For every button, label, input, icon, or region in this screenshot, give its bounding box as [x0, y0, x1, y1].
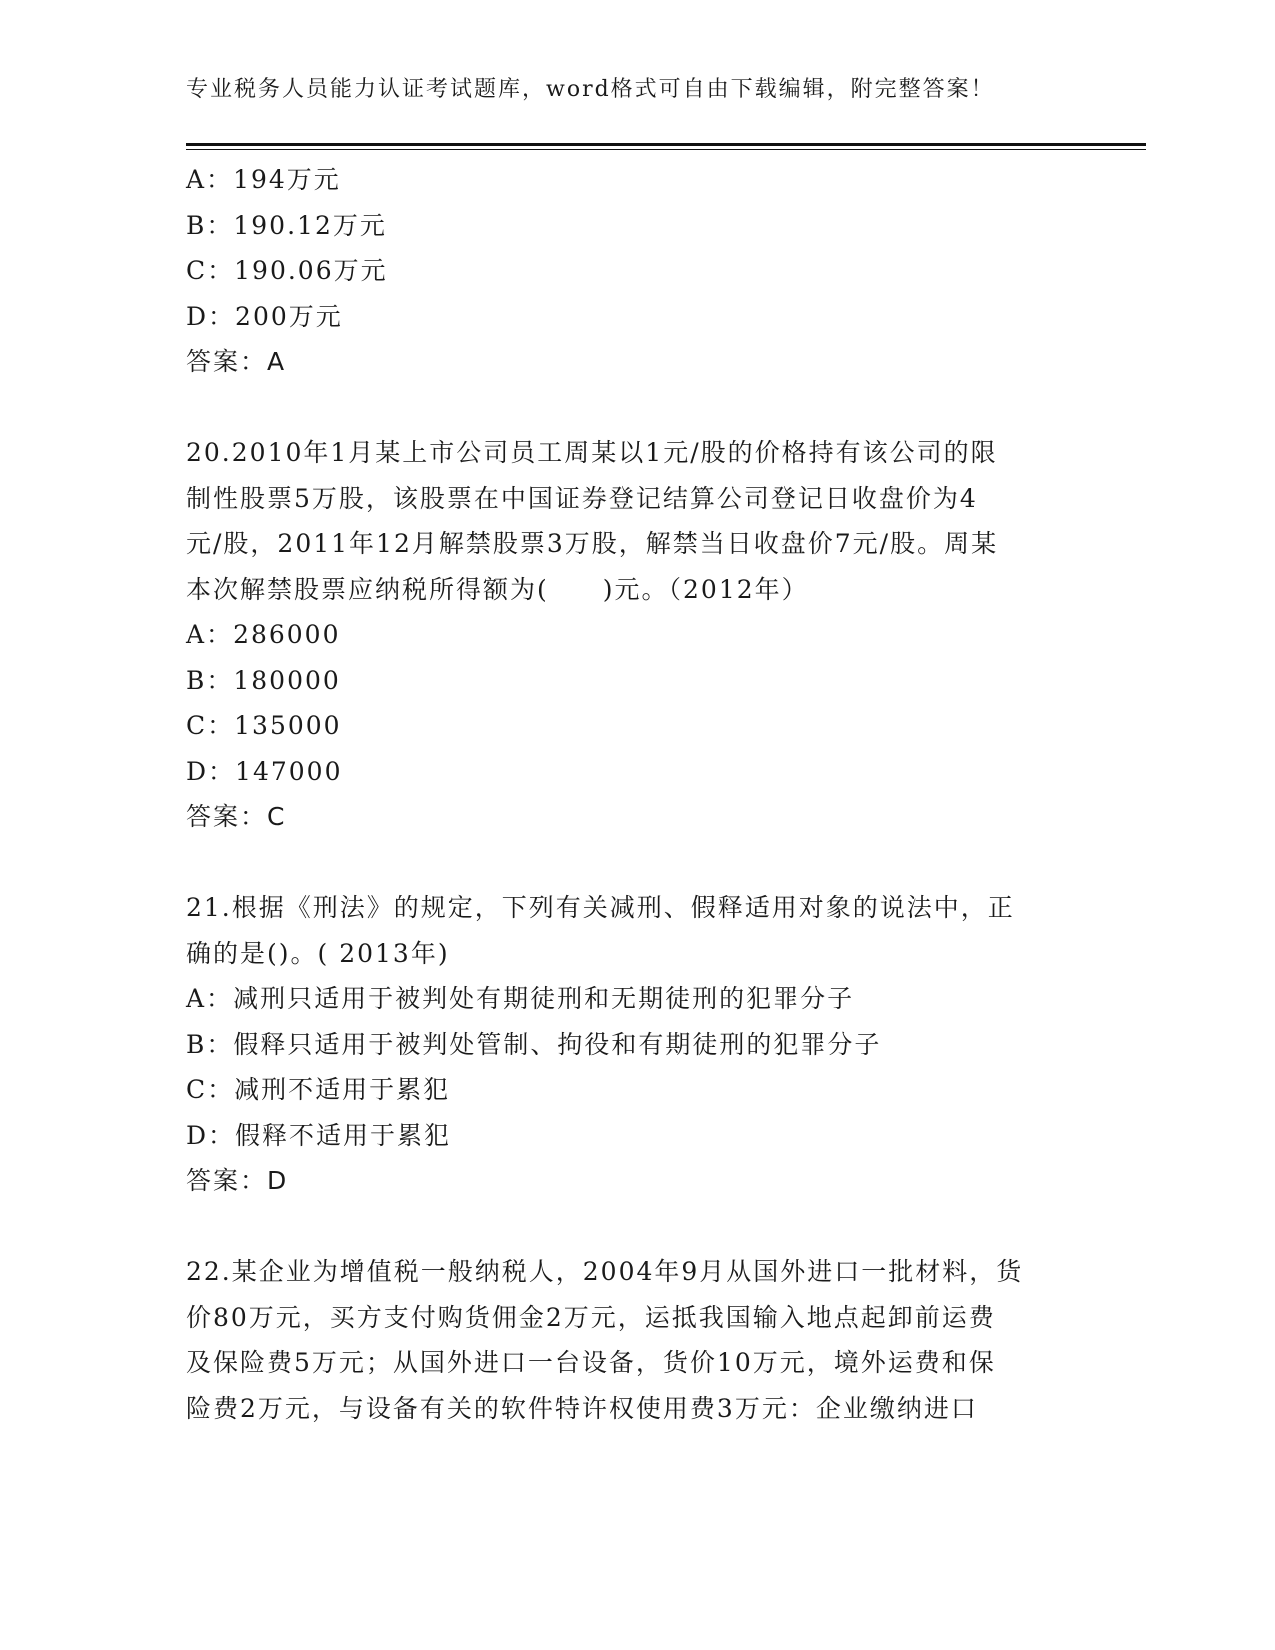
prev-question-options — [186, 157, 1086, 385]
option-c — [186, 248, 1086, 294]
question-line: 20.2010年1月某上市公司员工周某以1元/股的价格持有该公司的限 — [186, 438, 998, 467]
spacer — [186, 840, 1086, 886]
option-b — [186, 203, 1086, 249]
option-key: D： — [186, 1120, 236, 1150]
answer-label: 答案： — [186, 802, 268, 831]
option-key: A： — [186, 984, 234, 1013]
question-line: 价80万元，买方支付购货佣金2万元，运抵我国输入地点起卸前运费 — [186, 1302, 996, 1332]
answer-value: A — [267, 347, 287, 376]
answer-label: 答案： — [186, 347, 268, 376]
option-a — [186, 612, 1086, 658]
question-20 — [186, 430, 1086, 840]
question-line: 本次解禁股票应纳税所得额为( )元。（2012年） — [186, 574, 809, 604]
option-key: A： — [186, 165, 234, 194]
option-text: 147000 — [235, 756, 343, 786]
option-b — [186, 658, 1086, 704]
option-d — [186, 1113, 1086, 1159]
option-key: C： — [186, 711, 235, 740]
option-b — [186, 1022, 1086, 1068]
answer-line — [186, 794, 1086, 840]
answer-value: D — [267, 1166, 289, 1195]
option-key: D： — [186, 301, 236, 331]
option-text: 假释不适用于累犯 — [235, 1120, 452, 1150]
question-line: 元/股，2011年12月解禁股票3万股，解禁当日收盘价7元/股。周某 — [186, 529, 999, 558]
option-key: D： — [186, 756, 236, 786]
option-a — [186, 976, 1086, 1022]
question-line: 22.某企业为增值税一般纳税人，2004年9月从国外进口一批材料，货 — [186, 1257, 1024, 1286]
spacer — [186, 385, 1086, 431]
option-text: 190.06万元 — [234, 256, 388, 285]
option-text: 194万元 — [233, 165, 341, 194]
option-key: B： — [186, 1029, 234, 1059]
question-line: 及保险费5万元；从国外进口一台设备，货价10万元，境外运费和保 — [186, 1348, 996, 1377]
answer-line — [186, 1158, 1086, 1204]
option-text: 减刑不适用于累犯 — [234, 1075, 451, 1104]
option-text: 200万元 — [235, 301, 343, 331]
answer-line — [186, 339, 1086, 385]
answer-label: 答案： — [186, 1166, 268, 1195]
option-text: 135000 — [234, 711, 342, 740]
question-line: 险费2万元，与设备有关的软件特许权使用费3万元：企业缴纳进口 — [186, 1393, 978, 1423]
option-text: 减刑只适用于被判处有期徒刑和无期徒刑的犯罪分子 — [233, 984, 855, 1013]
option-a — [186, 157, 1086, 203]
question-21 — [186, 885, 1086, 1204]
question-line: 21.根据《刑法》的规定，下列有关减刑、假释适用对象的说法中，正 — [186, 893, 1015, 922]
option-c — [186, 703, 1086, 749]
option-key: B： — [186, 665, 234, 695]
option-key: B： — [186, 210, 234, 240]
option-text: 180000 — [233, 665, 341, 695]
answer-value: C — [267, 802, 287, 831]
option-key: A： — [186, 620, 234, 649]
header-rule-thin — [186, 149, 1146, 150]
content-body — [186, 157, 1086, 1431]
option-d — [186, 749, 1086, 795]
option-text: 假释只适用于被判处管制、拘役和有期徒刑的犯罪分子 — [233, 1029, 882, 1059]
option-key: C： — [186, 1075, 235, 1104]
question-22 — [186, 1249, 1086, 1431]
option-c — [186, 1067, 1086, 1113]
spacer — [186, 1204, 1086, 1250]
option-text: 190.12万元 — [233, 210, 387, 240]
option-key: C： — [186, 256, 235, 285]
option-text: 286000 — [233, 620, 341, 649]
page-header: 专业税务人员能力认证考试题库，word格式可自由下载编辑，附完整答案！ — [186, 77, 995, 102]
question-line: 确的是()。( 2013年) — [186, 938, 450, 968]
question-line: 制性股票5万股，该股票在中国证券登记结算公司登记日收盘价为4 — [186, 483, 978, 513]
header-rule-thick — [186, 143, 1146, 146]
option-d — [186, 294, 1086, 340]
